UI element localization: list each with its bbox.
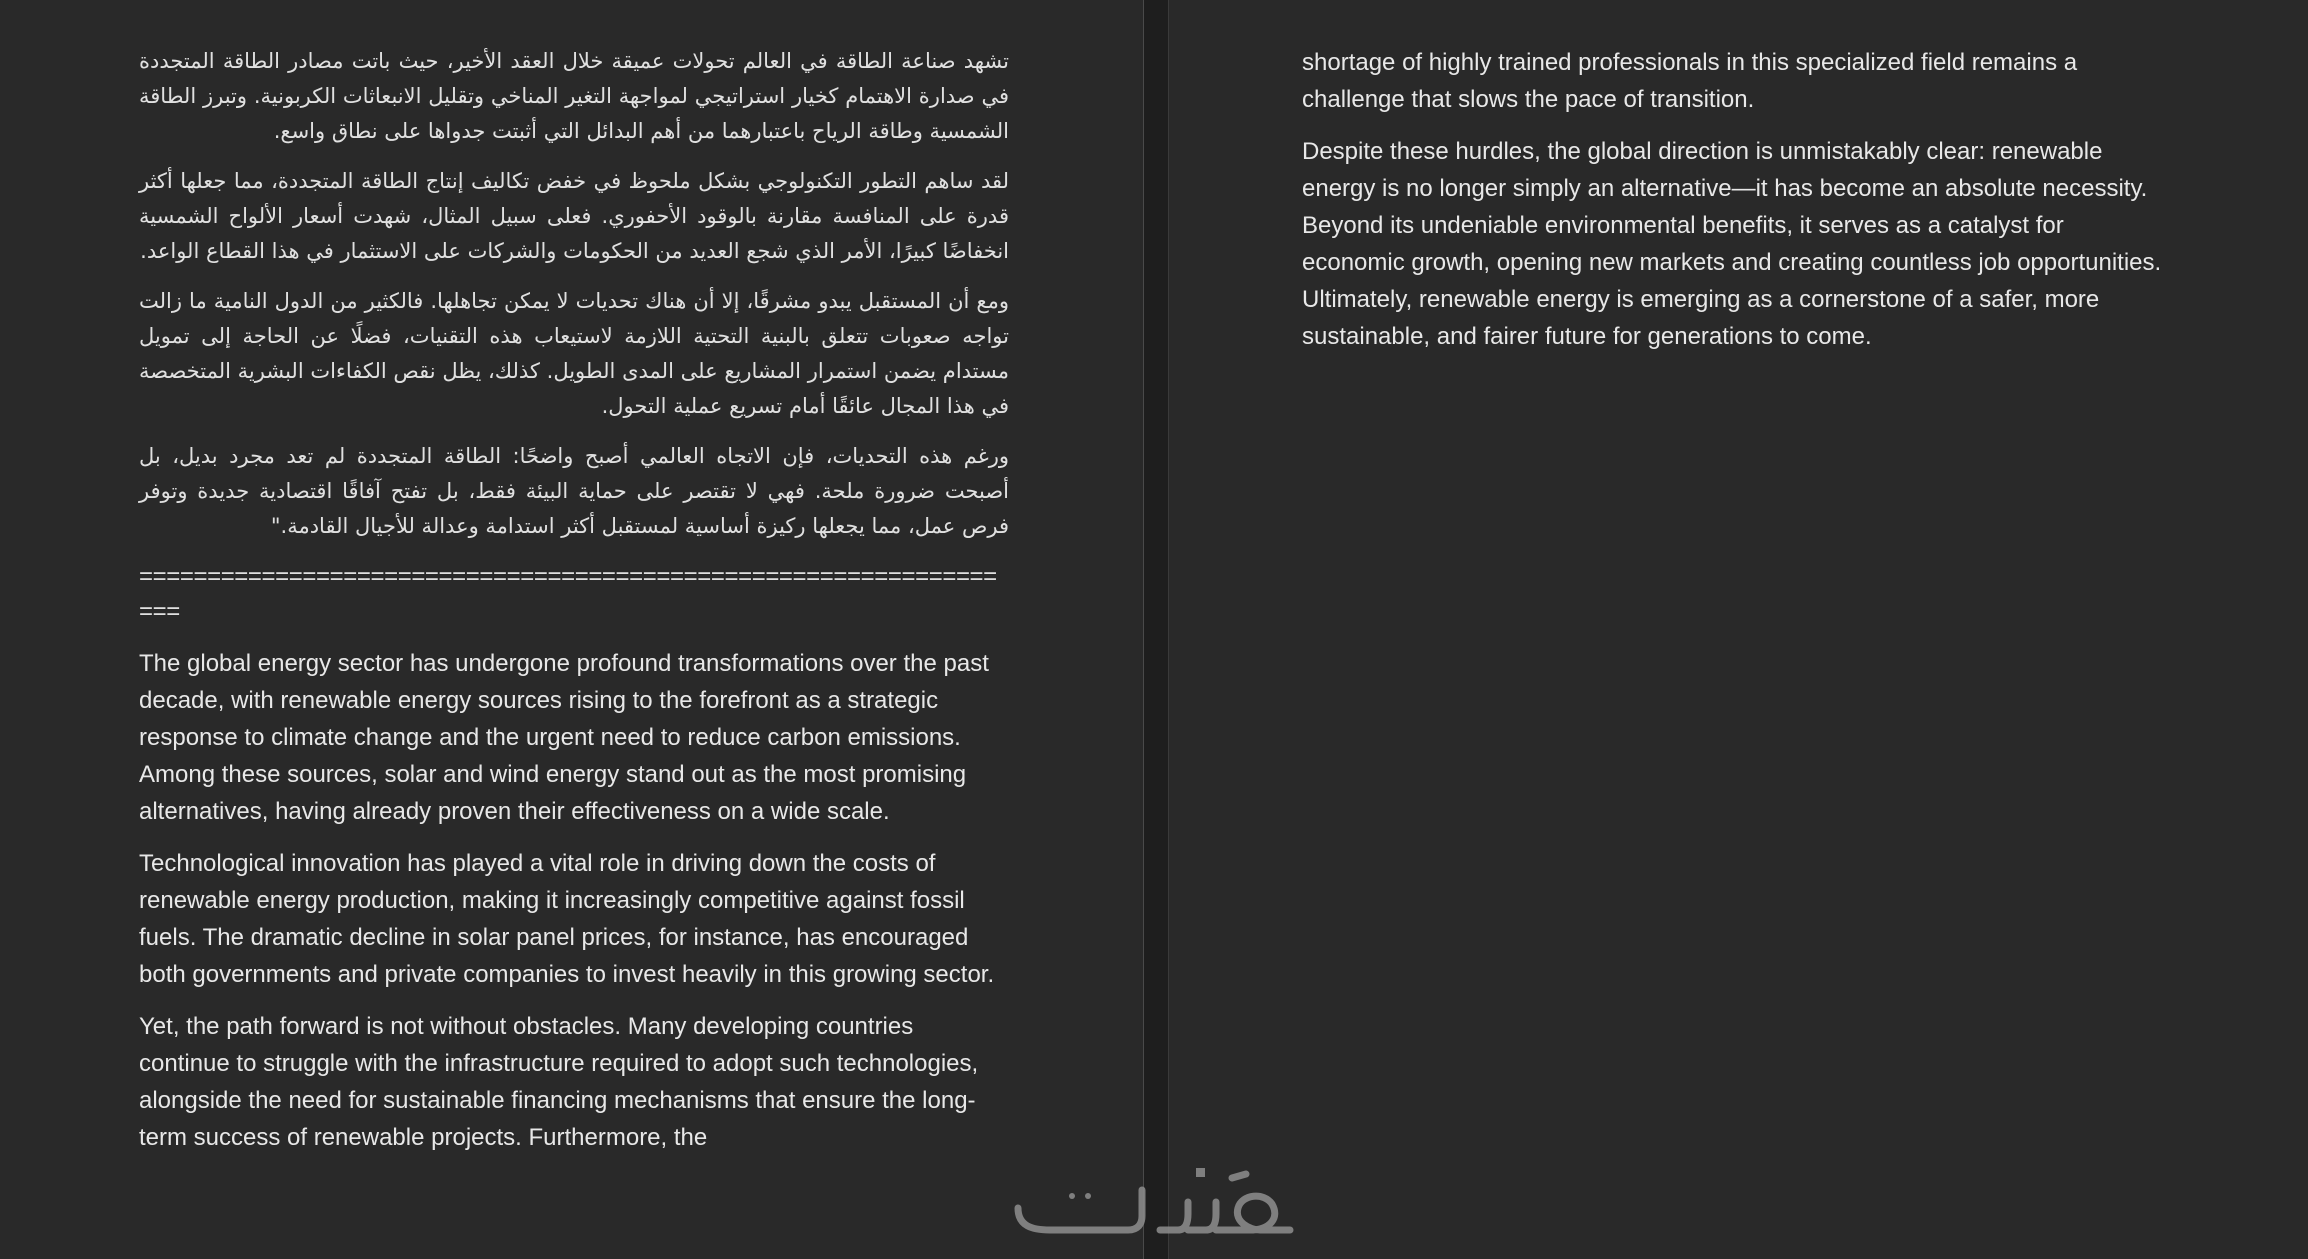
arabic-paragraph-4: ورغم هذه التحديات، فإن الاتجاه العالمي أصبح واضحًا: الطاقة المتجددة لم تعد مجرد بديل، بل أصبحت ضرورة ملحة. فهي لا تقتصر على حماية البيئة فقط، بل تفتح آفاقًا اقتصادية جديدة وتوفر فرص عمل، مما يجعلها ركيزة أساسية لمستقبل أكثر استدامة وعدالة للأجيال القادمة." <box>139 444 1009 538</box>
page-gutter <box>1143 0 1169 1259</box>
khamsat-logo-icon <box>1010 1160 1295 1240</box>
page-left-content <box>139 44 1009 1156</box>
english-paragraph-5: Despite these hurdles, the global direction is unmistakably clear: renewable energy is no longer simply an alternative—it has become an absolute necessity. Beyond its undeniable environmental benefits, it serves as a catalyst for economic growth, opening new markets and creating countless job opportunities. Ultimately, renewable energy is emerging as a cornerstone of a safer, more sustainable, and fairer future for generations to come. <box>1302 138 2162 350</box>
section-separator: ================================================================== <box>139 563 997 625</box>
page-divider-left <box>1143 0 1144 1259</box>
page-right-content <box>1302 44 2172 355</box>
english-paragraph-3: Yet, the path forward is not without obstacles. Many developing countries continue to struggle with the infrastructure required to adopt such technologies, alongside the need for sustainable financing mechanisms that ensure the long-term success of renewable projects. Furthermore, the <box>139 1013 979 1151</box>
page-right[interactable] <box>1169 0 2308 1259</box>
arabic-paragraph-1: تشهد صناعة الطاقة في العالم تحولات عميقة خلال العقد الأخير، حيث باتت مصادر الطاقة المتجددة في صدارة الاهتمام كخيار استراتيجي لمواجهة التغير المناخي وتقليل الانبعاثات الكربونية. وتبرز الطاقة الشمسية وطاقة الرياح باعتبارهما من أهم البدائل التي أثبتت جدواها على نطاق واسع. <box>139 49 1009 143</box>
arabic-paragraph-2: لقد ساهم التطور التكنولوجي بشكل ملحوظ في خفض تكاليف إنتاج الطاقة المتجددة، مما جعلها أكثر قدرة على المنافسة مقارنة بالوقود الأحفوري. فعلى سبيل المثال، شهدت أسعار الألواح الشمسية انخفاضًا كبيرًا، الأمر الذي شجع العديد من الحكومات والشركات على الاستثمار في هذا القطاع الواعد. <box>139 169 1009 263</box>
english-paragraph-1: The global energy sector has undergone profound transformations over the past decade, with renewable energy sources rising to the forefront as a strategic response to climate change and the urgent need to reduce carbon emissions. Among these sources, solar and wind energy stand out as the most promising alternatives, having already proven their effectiveness on a wide scale. <box>139 650 989 825</box>
page-left[interactable] <box>0 0 1143 1259</box>
english-paragraph-4: shortage of highly trained professionals in this specialized field remains a challenge that slows the pace of transition. <box>1302 49 2078 113</box>
arabic-paragraph-3: ومع أن المستقبل يبدو مشرقًا، إلا أن هناك تحديات لا يمكن تجاهلها. فالكثير من الدول النامية ما زالت تواجه صعوبات تتعلق بالبنية التحتية اللازمة لاستيعاب هذه التقنيات، فضلًا عن الحاجة إلى تمويل مستدام يضمن استمرار المشاريع على المدى الطويل. كذلك، يظل نقص الكفاءات البشرية المتخصصة في هذا المجال عائقًا أمام تسريع عملية التحول. <box>139 289 1009 418</box>
english-paragraph-2: Technological innovation has played a vital role in driving down the costs of renewable energy production, making it increasingly competitive against fossil fuels. The dramatic decline in solar panel prices, for instance, has encouraged both governments and private companies to invest heavily in this growing sector. <box>139 850 995 988</box>
